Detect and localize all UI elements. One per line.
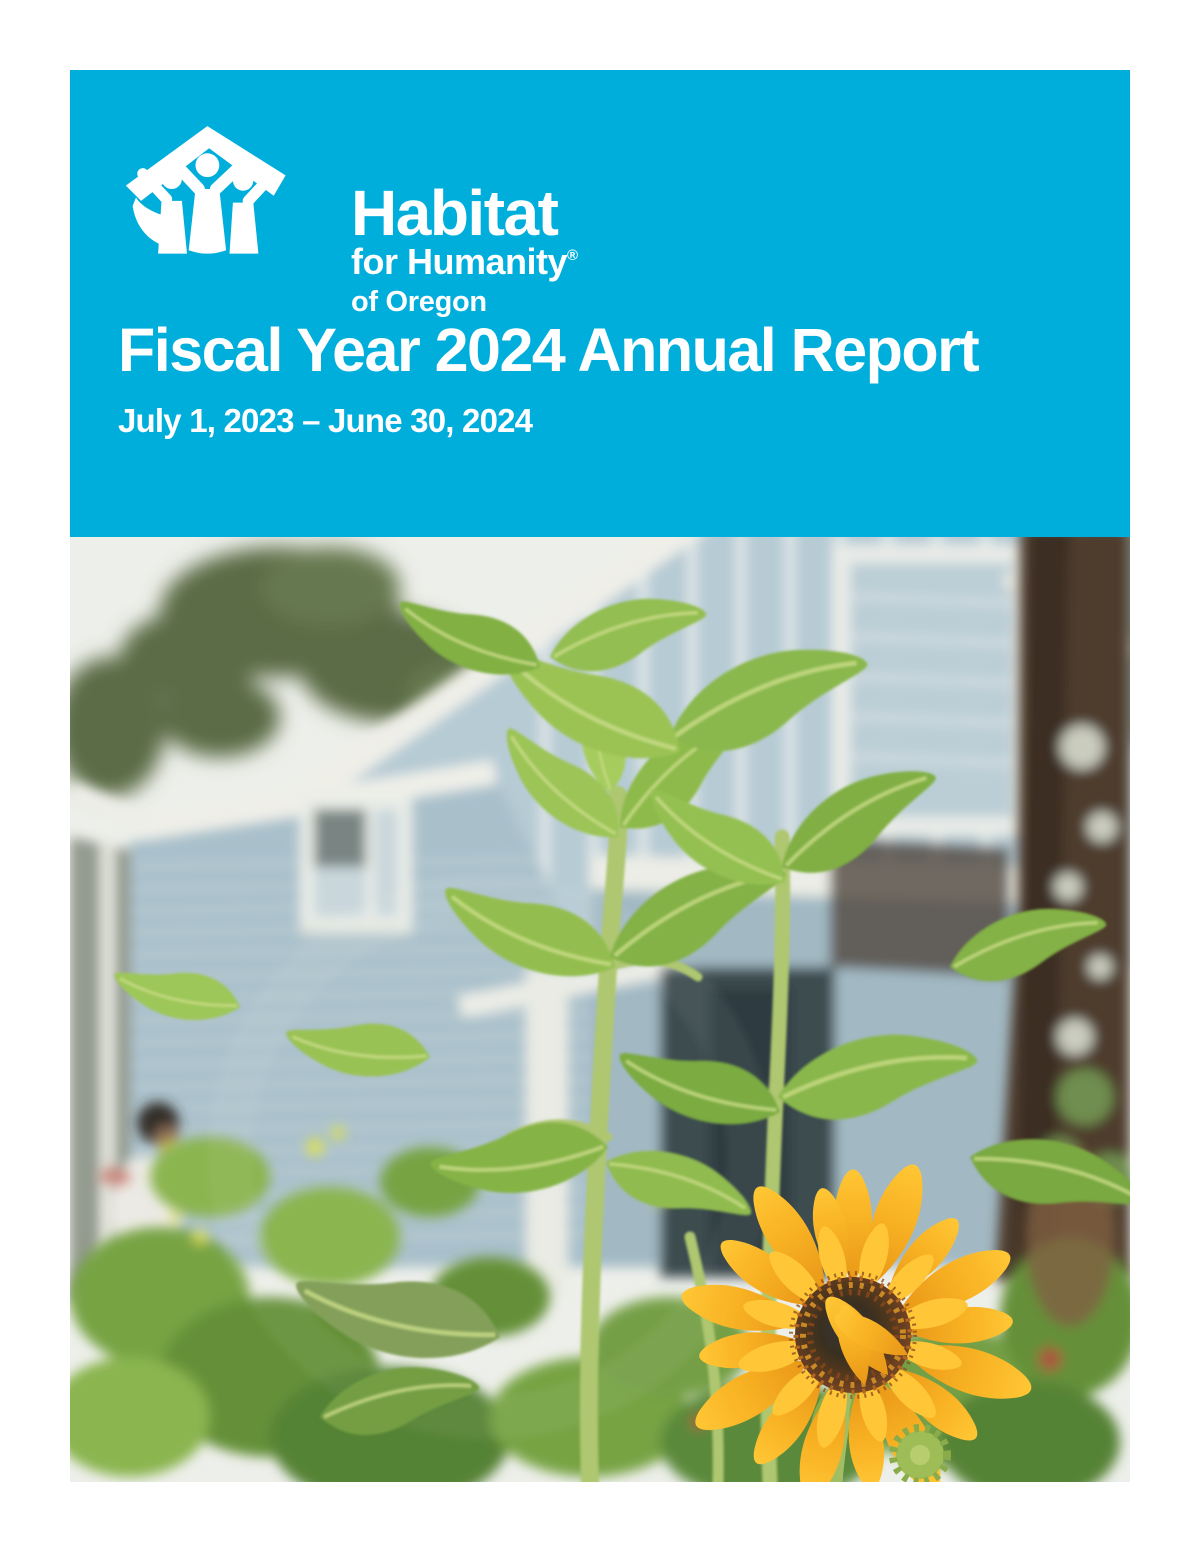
habitat-logo — [118, 102, 579, 318]
logo-affiliate: of Oregon — [351, 286, 487, 318]
logo-org-name: Habitat — [351, 177, 558, 249]
logo-org-line2: for Humanity® — [351, 241, 579, 282]
registered-trademark: ® — [567, 247, 579, 264]
page-title: Fiscal Year 2024 Annual Report — [118, 316, 979, 384]
cover-header — [70, 70, 1130, 537]
cover-photo — [70, 537, 1130, 1482]
habitat-house-people-logo-icon — [118, 104, 290, 257]
date-range: July 1, 2023 – June 30, 2024 — [118, 402, 533, 439]
cover-photo-illustration — [70, 537, 1130, 1482]
photo-wash-overlay — [70, 537, 1130, 1482]
